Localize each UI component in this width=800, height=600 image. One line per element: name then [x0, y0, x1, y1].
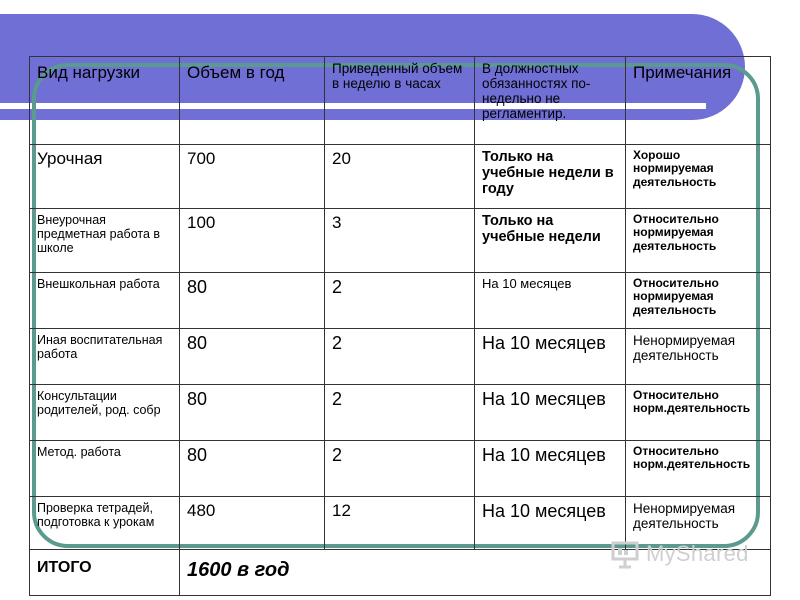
row-weekly-hours: 2	[325, 329, 475, 385]
header-weekly-hours: Приведенный объем в неделю в часах	[325, 57, 475, 145]
row-duties: На 10 месяцев	[475, 497, 626, 550]
table-row	[30, 385, 771, 441]
row-load-type: Метод. работа	[30, 441, 180, 497]
table-row	[30, 441, 771, 497]
row-notes: Относительно норм.деятельность	[626, 441, 771, 497]
header-notes: Примечания	[626, 57, 771, 145]
row-annual-volume: 80	[180, 385, 325, 441]
row-load-type: Внеурочная предметная работа в школе	[30, 209, 180, 273]
row-weekly-hours: 12	[325, 497, 475, 550]
total-value: 1600 в год	[180, 550, 771, 596]
row-duties: На 10 месяцев	[475, 329, 626, 385]
row-annual-volume: 480	[180, 497, 325, 550]
row-duties: На 10 месяцев	[475, 385, 626, 441]
header-annual-volume: Объем в год	[180, 57, 325, 145]
row-notes: Относительно нормируемая деятельность	[626, 209, 771, 273]
row-duties: На 10 месяцев	[475, 441, 626, 497]
row-weekly-hours: 2	[325, 441, 475, 497]
row-weekly-hours: 2	[325, 273, 475, 329]
total-row	[30, 550, 771, 596]
table-row	[30, 329, 771, 385]
row-weekly-hours: 2	[325, 385, 475, 441]
row-load-type: Иная воспитательная работа	[30, 329, 180, 385]
table-row	[30, 209, 771, 273]
header-duties: В должностных обязанностях по-недельно не регламентир.	[475, 57, 626, 145]
table-row	[30, 497, 771, 550]
row-annual-volume: 700	[180, 145, 325, 209]
row-load-type: Внешкольная работа	[30, 273, 180, 329]
row-weekly-hours: 3	[325, 209, 475, 273]
row-notes: Ненормируемая деятельность	[626, 497, 771, 550]
table-row	[30, 273, 771, 329]
row-notes: Относительно нормируемая деятельность	[626, 273, 771, 329]
row-annual-volume: 80	[180, 441, 325, 497]
table-row	[30, 145, 771, 209]
watermark-text: MyShared	[646, 541, 749, 566]
row-notes: Относительно норм.деятельность	[626, 385, 771, 441]
row-notes: Ненормируемая деятельность	[626, 329, 771, 385]
total-label: ИТОГО	[30, 550, 180, 596]
header-load-type: Вид нагрузки	[30, 57, 180, 145]
row-load-type: Проверка тетрадей, подготовка к урокам	[30, 497, 180, 550]
row-annual-volume: 80	[180, 273, 325, 329]
row-weekly-hours: 20	[325, 145, 475, 209]
row-annual-volume: 100	[180, 209, 325, 273]
workload-table	[29, 56, 771, 596]
row-load-type: Консультации родителей, род. собр	[30, 385, 180, 441]
row-annual-volume: 80	[180, 329, 325, 385]
row-duties: Только на учебные недели	[475, 209, 626, 273]
row-duties: На 10 месяцев	[475, 273, 626, 329]
row-duties: Только на учебные недели в году	[475, 145, 626, 209]
row-notes: Хорошо нормируемая деятельность	[626, 145, 771, 209]
header-row	[30, 57, 771, 145]
row-load-type: Урочная	[30, 145, 180, 209]
